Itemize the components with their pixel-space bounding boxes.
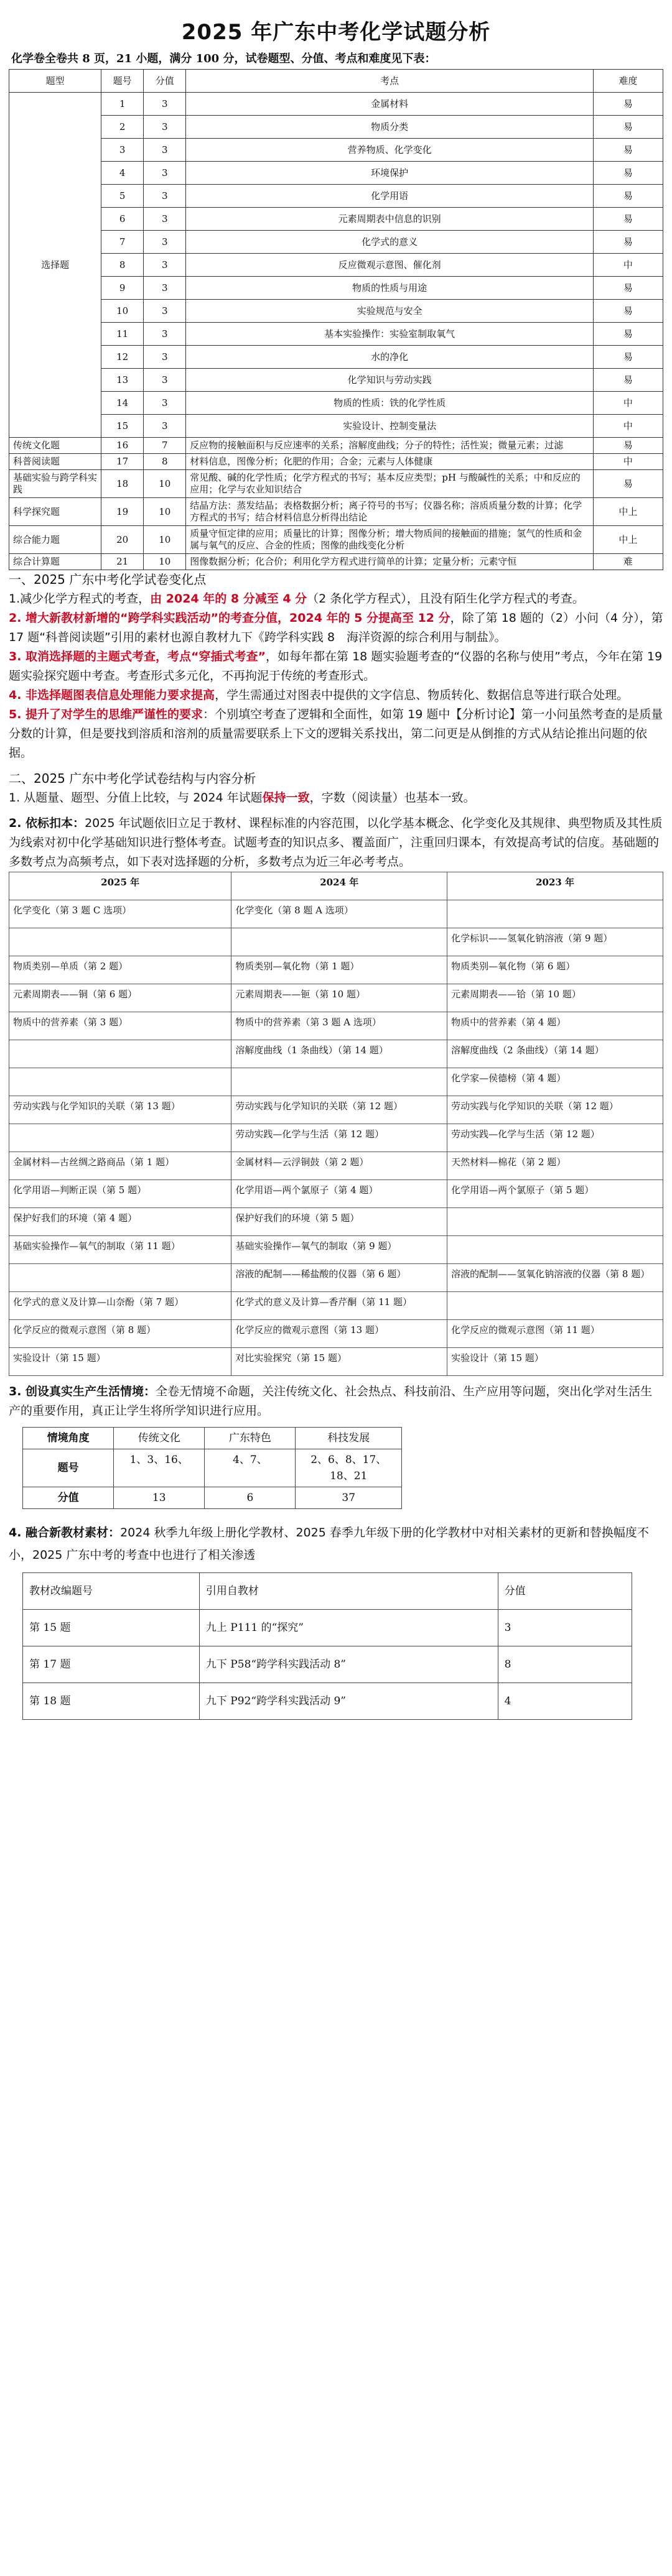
textbook-cell: 九下 P58“跨学科实践活动 8” xyxy=(199,1646,498,1683)
change-point-5: 5. 提升了对学生的思维严谨性的要求：个别填空考查了逻辑和全面性，如第 19 题中【分析讨论】第一小问虽然考查的是质量分数的计算，但是要找到溶质和溶剂的质量需要联系上下文的逻辑关系找出，第二问更是从倒推的方式从结论推出问题的依据。 xyxy=(9,708,663,760)
question-number: 13 xyxy=(101,369,144,392)
question-number: 5 xyxy=(101,185,144,208)
table-row xyxy=(9,1152,663,1180)
question-number: 1 xyxy=(101,93,144,116)
comparison-cell: 基础实验操作—氧气的制取（第 11 题） xyxy=(9,1236,231,1264)
comparison-header-row xyxy=(9,872,663,900)
comparison-cell: 化学变化（第 3 题 C 选项） xyxy=(9,900,231,928)
table-row xyxy=(9,93,663,116)
question-difficulty: 中上 xyxy=(593,526,663,554)
question-point: 图像数据分析；化合价；利用化学方程式进行简单的计算；定量分析；元素守恒 xyxy=(186,554,594,570)
question-score: 3 xyxy=(144,254,186,277)
situation-table xyxy=(22,1427,402,1509)
table-row xyxy=(9,956,663,984)
question-difficulty: 中 xyxy=(593,415,663,438)
comparison-cell: 溶解度曲线（1 条曲线）（第 14 题） xyxy=(231,1040,447,1068)
new-material-point: 4. 融合新教材素材：2024 秋季九年级上册化学教材、2025 春季九年级下册的化学教材中对相关素材的更新和替换幅度不小，2025 广东中考的考查中也进行了相关渗透 xyxy=(9,1526,649,1562)
comparison-cell xyxy=(231,928,447,956)
question-difficulty: 中上 xyxy=(593,498,663,526)
comparison-cell xyxy=(447,1236,663,1264)
table-row xyxy=(9,1040,663,1068)
header-2024: 2024 年 xyxy=(231,872,447,900)
textbook-cell: 第 17 题 xyxy=(23,1646,200,1683)
comparison-cell: 物质中的营养素（第 3 题 A 选项） xyxy=(231,1012,447,1040)
comparison-cell: 化学用语—两个氯原子（第 4 题） xyxy=(231,1180,447,1208)
question-point: 环境保护 xyxy=(186,162,594,185)
table-row xyxy=(9,116,663,139)
table-row xyxy=(9,1180,663,1208)
table-row xyxy=(9,277,663,300)
question-difficulty: 易 xyxy=(593,139,663,162)
question-difficulty: 易 xyxy=(593,300,663,323)
question-point: 元素周期表中信息的识别 xyxy=(186,208,594,231)
header-question: 教材改编题号 xyxy=(23,1573,200,1610)
situation-score-row xyxy=(23,1487,402,1509)
question-score: 3 xyxy=(144,139,186,162)
question-point: 物质分类 xyxy=(186,116,594,139)
comparison-cell: 化学家—侯德榜（第 4 题） xyxy=(447,1068,663,1096)
table-row xyxy=(9,438,663,454)
structure-point-1: 1. 从题量、题型、分值上比较，与 2024 年试题保持一致，字数（阅读量）也基本一致。 xyxy=(9,791,475,805)
question-point: 水的净化 xyxy=(186,346,594,369)
table-row xyxy=(9,900,663,928)
question-point: 质量守恒定律的应用；质量比的计算；图像分析；增大物质间的接触面的措施；氢气的性质和金属与氧气的反应、合金的性质；图像的曲线变化分析 xyxy=(186,526,594,554)
question-type-cell: 科学探究题 xyxy=(9,498,101,526)
comparison-cell: 实验设计（第 15 题） xyxy=(9,1348,231,1376)
question-number: 15 xyxy=(101,415,144,438)
table-row xyxy=(9,1348,663,1376)
header-2025: 2025 年 xyxy=(9,872,231,900)
question-number: 21 xyxy=(101,554,144,570)
textbook-cell: 九上 P111 的“探究” xyxy=(199,1610,498,1646)
question-score: 3 xyxy=(144,369,186,392)
comparison-cell: 基础实验操作—氧气的制取（第 9 题） xyxy=(231,1236,447,1264)
comparison-cell xyxy=(231,1068,447,1096)
comparison-cell: 物质中的营养素（第 3 题） xyxy=(9,1012,231,1040)
comparison-cell xyxy=(9,928,231,956)
header-num: 题号 xyxy=(101,70,144,93)
situation-guangdong-label: 广东特色 xyxy=(205,1428,296,1449)
question-point: 营养物质、化学变化 xyxy=(186,139,594,162)
situation-tech-label: 科技发展 xyxy=(296,1428,402,1449)
table-row xyxy=(9,984,663,1012)
textbook-cell: 8 xyxy=(498,1646,632,1683)
table-row xyxy=(9,1264,663,1292)
table-row xyxy=(9,1292,663,1320)
table-row xyxy=(9,498,663,526)
question-score: 3 xyxy=(144,208,186,231)
structure-point-2: 2. 依标扣本：2025 年试题依旧立足于教材、课程标准的内容范围，以化学基本概念、化学变化及其规律、典型物质及其性质为线索对初中化学基础知识进行整体考查。试题考查的知识点多、覆盖面广，注重回归课本，有效提高考试的信度。基础题的多数考点为高频考点，如下表对选择题的分析，多数考点为近三年必考考点。 xyxy=(9,816,663,869)
comparison-cell: 劳动实践与化学知识的关联（第 12 题） xyxy=(447,1096,663,1124)
table-row xyxy=(9,928,663,956)
question-type-cell: 科普阅读题 xyxy=(9,454,101,470)
table-row xyxy=(9,139,663,162)
change-point-2: 2. 增大新教材新增的“跨学科实践活动”的考查分值，2024 年的 5 分提高至 12 分，除了第 18 题的（2）小问（4 分），第 17 题“科普阅读题”引用的素材也源自教材九下《跨学科实践 8 海洋资源的综合利用与制盐》。 xyxy=(9,611,663,644)
textbook-cell: 九下 P92“跨学科实践活动 9” xyxy=(199,1683,498,1720)
comparison-cell xyxy=(9,1264,231,1292)
question-point: 材料信息，图像分析；化肥的作用；合金；元素与人体健康 xyxy=(186,454,594,470)
question-score: 10 xyxy=(144,498,186,526)
question-point: 化学知识与劳动实践 xyxy=(186,369,594,392)
table-row xyxy=(9,1208,663,1236)
table-row xyxy=(9,323,663,346)
comparison-cell: 元素周期表——钷（第 10 题） xyxy=(231,984,447,1012)
question-difficulty: 易 xyxy=(593,116,663,139)
section-1-heading: 一、2025 广东中考化学试卷变化点 xyxy=(9,572,207,587)
question-number: 10 xyxy=(101,300,144,323)
header-2023: 2023 年 xyxy=(447,872,663,900)
question-score: 3 xyxy=(144,162,186,185)
table-row xyxy=(9,392,663,415)
comparison-cell: 化学反应的微观示意图（第 8 题） xyxy=(9,1320,231,1348)
situation-question-row xyxy=(23,1449,402,1487)
question-number: 8 xyxy=(101,254,144,277)
comparison-cell: 溶液的配制——氢氧化钠溶液的仪器（第 8 题） xyxy=(447,1264,663,1292)
comparison-cell xyxy=(9,1124,231,1152)
header-source: 引用自教材 xyxy=(199,1573,498,1610)
comparison-cell: 化学反应的微观示意图（第 11 题） xyxy=(447,1320,663,1348)
question-number: 2 xyxy=(101,116,144,139)
textbook-cell: 第 15 题 xyxy=(23,1610,200,1646)
question-number: 18 xyxy=(101,470,144,498)
question-difficulty: 易 xyxy=(593,277,663,300)
question-type-cell: 综合计算题 xyxy=(9,554,101,570)
table-row xyxy=(9,208,663,231)
comparison-cell: 化学用语—两个氯原子（第 5 题） xyxy=(447,1180,663,1208)
question-score: 8 xyxy=(144,454,186,470)
question-number: 6 xyxy=(101,208,144,231)
question-difficulty: 易 xyxy=(593,346,663,369)
comparison-cell: 化学反应的微观示意图（第 13 题） xyxy=(231,1320,447,1348)
question-point: 反应微观示意图、催化剂 xyxy=(186,254,594,277)
table-row xyxy=(9,300,663,323)
score-guangdong: 6 xyxy=(205,1487,296,1509)
textbook-cell: 3 xyxy=(498,1610,632,1646)
comparison-cell: 保护好我们的环境（第 4 题） xyxy=(9,1208,231,1236)
question-type-cell: 综合能力题 xyxy=(9,526,101,554)
textbook-cell: 第 18 题 xyxy=(23,1683,200,1720)
table-row xyxy=(9,526,663,554)
table-row xyxy=(9,1068,663,1096)
header-textbook-score: 分值 xyxy=(498,1573,632,1610)
question-score: 3 xyxy=(144,392,186,415)
comparison-cell: 劳动实践与化学知识的关联（第 12 题） xyxy=(231,1096,447,1124)
table-row xyxy=(9,1320,663,1348)
comparison-cell: 元素周期表——铜（第 6 题） xyxy=(9,984,231,1012)
question-label: 题号 xyxy=(23,1449,114,1487)
table-row xyxy=(9,254,663,277)
question-difficulty: 易 xyxy=(593,93,663,116)
comparison-cell: 化学用语—判断正误（第 5 题） xyxy=(9,1180,231,1208)
question-type-cell: 选择题 xyxy=(9,93,101,438)
header-score: 分值 xyxy=(144,70,186,93)
question-score: 3 xyxy=(144,116,186,139)
exam-structure-table xyxy=(9,69,663,570)
question-difficulty: 中 xyxy=(593,454,663,470)
situation-point: 3. 创设真实生产生活情境：全卷无情境不命题，关注传统文化、社会热点、科技前沿、生产应用等问题，突出化学对生活生产的重要作用，真正让学生将所学知识进行应用。 xyxy=(9,1385,653,1418)
question-point: 反应物的接触面积与反应速率的关系；溶解度曲线；分子的特性；活性炭；微量元素；过滤 xyxy=(186,438,594,454)
question-culture: 1、3、16、 xyxy=(114,1449,205,1487)
question-number: 16 xyxy=(101,438,144,454)
question-point: 结晶方法：蒸发结晶；表格数据分析；离子符号的书写；仪器名称；溶质质量分数的计算；化学方程式的书写；结合材料信息分析得出结论 xyxy=(186,498,594,526)
question-score: 10 xyxy=(144,554,186,570)
table-row xyxy=(9,1012,663,1040)
comparison-cell: 物质类别—氧化物（第 1 题） xyxy=(231,956,447,984)
question-point: 化学用语 xyxy=(186,185,594,208)
table-row xyxy=(9,415,663,438)
question-number: 3 xyxy=(101,139,144,162)
question-number: 17 xyxy=(101,454,144,470)
section-2-heading: 二、2025 广东中考化学试卷结构与内容分析 xyxy=(9,771,256,786)
question-difficulty: 易 xyxy=(593,231,663,254)
comparison-table xyxy=(9,872,663,1376)
comparison-cell: 劳动实践与化学知识的关联（第 13 题） xyxy=(9,1096,231,1124)
question-point: 化学式的意义 xyxy=(186,231,594,254)
question-guangdong: 4、7、 xyxy=(205,1449,296,1487)
question-score: 3 xyxy=(144,323,186,346)
score-label: 分值 xyxy=(23,1487,114,1509)
question-point: 物质的性质与用途 xyxy=(186,277,594,300)
intro-text: 化学卷全卷共 8 页，21 小题，满分 100 分，试卷题型、分值、考点和难度见下表： xyxy=(11,52,436,65)
question-difficulty: 中 xyxy=(593,254,663,277)
comparison-cell: 溶解度曲线（2 条曲线）（第 14 题） xyxy=(447,1040,663,1068)
situation-angle-label: 情境角度 xyxy=(23,1428,114,1449)
question-point: 物质的性质：铁的化学性质 xyxy=(186,392,594,415)
section-1 xyxy=(9,570,663,872)
question-point: 金属材料 xyxy=(186,93,594,116)
situation-culture-label: 传统文化 xyxy=(114,1428,205,1449)
question-number: 9 xyxy=(101,277,144,300)
textbook-cell: 4 xyxy=(498,1683,632,1720)
comparison-cell: 对比实验探究（第 15 题） xyxy=(231,1348,447,1376)
table-row xyxy=(23,1610,632,1646)
comparison-cell: 物质中的营养素（第 4 题） xyxy=(447,1012,663,1040)
question-score: 3 xyxy=(144,185,186,208)
table-row xyxy=(9,185,663,208)
question-point: 基本实验操作：实验室制取氧气 xyxy=(186,323,594,346)
question-number: 7 xyxy=(101,231,144,254)
table-row xyxy=(9,1096,663,1124)
question-number: 14 xyxy=(101,392,144,415)
table-row xyxy=(23,1646,632,1683)
question-score: 10 xyxy=(144,470,186,498)
comparison-cell: 化学标识——氢氧化钠溶液（第 9 题） xyxy=(447,928,663,956)
question-number: 12 xyxy=(101,346,144,369)
question-difficulty: 易 xyxy=(593,470,663,498)
header-difficulty: 难度 xyxy=(593,70,663,93)
textbook-header-row xyxy=(23,1573,632,1610)
textbook-table xyxy=(22,1572,632,1720)
question-difficulty: 易 xyxy=(593,185,663,208)
table-row xyxy=(9,369,663,392)
table-row xyxy=(9,346,663,369)
question-number: 20 xyxy=(101,526,144,554)
comparison-cell: 化学式的意义及计算—山奈酚（第 7 题） xyxy=(9,1292,231,1320)
question-number: 4 xyxy=(101,162,144,185)
score-tech: 37 xyxy=(296,1487,402,1509)
question-type-cell: 基础实验与跨学科实践 xyxy=(9,470,101,498)
comparison-cell: 溶液的配制——稀盐酸的仪器（第 6 题） xyxy=(231,1264,447,1292)
comparison-cell: 金属材料—古丝绸之路商品（第 1 题） xyxy=(9,1152,231,1180)
comparison-cell xyxy=(447,1292,663,1320)
comparison-cell: 物质类别—氧化物（第 6 题） xyxy=(447,956,663,984)
table-row xyxy=(9,1236,663,1264)
question-difficulty: 易 xyxy=(593,438,663,454)
change-point-3: 3. 取消选择题的主题式考查，考点“穿插式考查”，如每年都在第 18 题实验题考查的“仪器的名称与使用”考点，今年在第 19 题实验探究题中考查。考查形式多元化，不再拘泥于传统的考查形式。 xyxy=(9,650,663,683)
question-score: 7 xyxy=(144,438,186,454)
change-point-4: 4. 非选择题图表信息处理能力要求提高，学生需通过对图表中提供的文字信息、物质转化、数据信息等进行联合处理。 xyxy=(9,688,629,702)
comparison-cell: 保护好我们的环境（第 5 题） xyxy=(231,1208,447,1236)
header-point: 考点 xyxy=(186,70,594,93)
question-difficulty: 易 xyxy=(593,369,663,392)
question-difficulty: 中 xyxy=(593,392,663,415)
question-type-cell: 传统文化题 xyxy=(9,438,101,454)
question-score: 3 xyxy=(144,415,186,438)
table-row xyxy=(9,231,663,254)
score-culture: 13 xyxy=(114,1487,205,1509)
question-score: 3 xyxy=(144,346,186,369)
question-difficulty: 难 xyxy=(593,554,663,570)
question-score: 3 xyxy=(144,277,186,300)
table-row xyxy=(23,1683,632,1720)
comparison-cell: 化学变化（第 8 题 A 选项） xyxy=(231,900,447,928)
comparison-cell xyxy=(447,1208,663,1236)
question-score: 3 xyxy=(144,93,186,116)
question-difficulty: 易 xyxy=(593,162,663,185)
change-point-1: 1.减少化学方程式的考查，由 2024 年的 8 分减至 4 分（2 条化学方程式），且没有陌生化学方程式的考查。 xyxy=(9,592,584,606)
table-row xyxy=(9,454,663,470)
question-number: 19 xyxy=(101,498,144,526)
comparison-cell: 劳动实践—化学与生活（第 12 题） xyxy=(447,1124,663,1152)
situation-header-row xyxy=(23,1428,402,1449)
comparison-cell: 元素周期表——铪（第 10 题） xyxy=(447,984,663,1012)
table-row xyxy=(9,1124,663,1152)
question-score: 3 xyxy=(144,231,186,254)
question-point: 实验设计、控制变量法 xyxy=(186,415,594,438)
comparison-cell: 天然材料—棉花（第 2 题） xyxy=(447,1152,663,1180)
section-3 xyxy=(9,1376,663,1427)
page-title: 2025 年广东中考化学试题分析 xyxy=(181,20,491,45)
question-difficulty: 易 xyxy=(593,323,663,346)
comparison-cell: 物质类别—单质（第 2 题） xyxy=(9,956,231,984)
question-score: 3 xyxy=(144,300,186,323)
comparison-cell: 劳动实践—化学与生活（第 12 题） xyxy=(231,1124,447,1152)
comparison-cell: 金属材料—云浮铜鼓（第 2 题） xyxy=(231,1152,447,1180)
comparison-cell: 实验设计（第 15 题） xyxy=(447,1348,663,1376)
section-4 xyxy=(9,1509,663,1572)
question-score: 10 xyxy=(144,526,186,554)
question-point: 常见酸、碱的化学性质；化学方程式的书写；基本反应类型；pH 与酸碱性的关系；中和反应的应用；化学与农业知识结合 xyxy=(186,470,594,498)
header-type: 题型 xyxy=(9,70,101,93)
question-point: 实验规范与安全 xyxy=(186,300,594,323)
table-row xyxy=(9,470,663,498)
table-row xyxy=(9,554,663,570)
question-number: 11 xyxy=(101,323,144,346)
table-row xyxy=(9,162,663,185)
table-header-row xyxy=(9,70,663,93)
question-tech: 2、6、8、17、18、21 xyxy=(296,1449,402,1487)
question-difficulty: 易 xyxy=(593,208,663,231)
comparison-cell xyxy=(9,1068,231,1096)
comparison-cell xyxy=(9,1040,231,1068)
comparison-cell xyxy=(447,900,663,928)
comparison-cell: 化学式的意义及计算—香芹酮（第 11 题） xyxy=(231,1292,447,1320)
